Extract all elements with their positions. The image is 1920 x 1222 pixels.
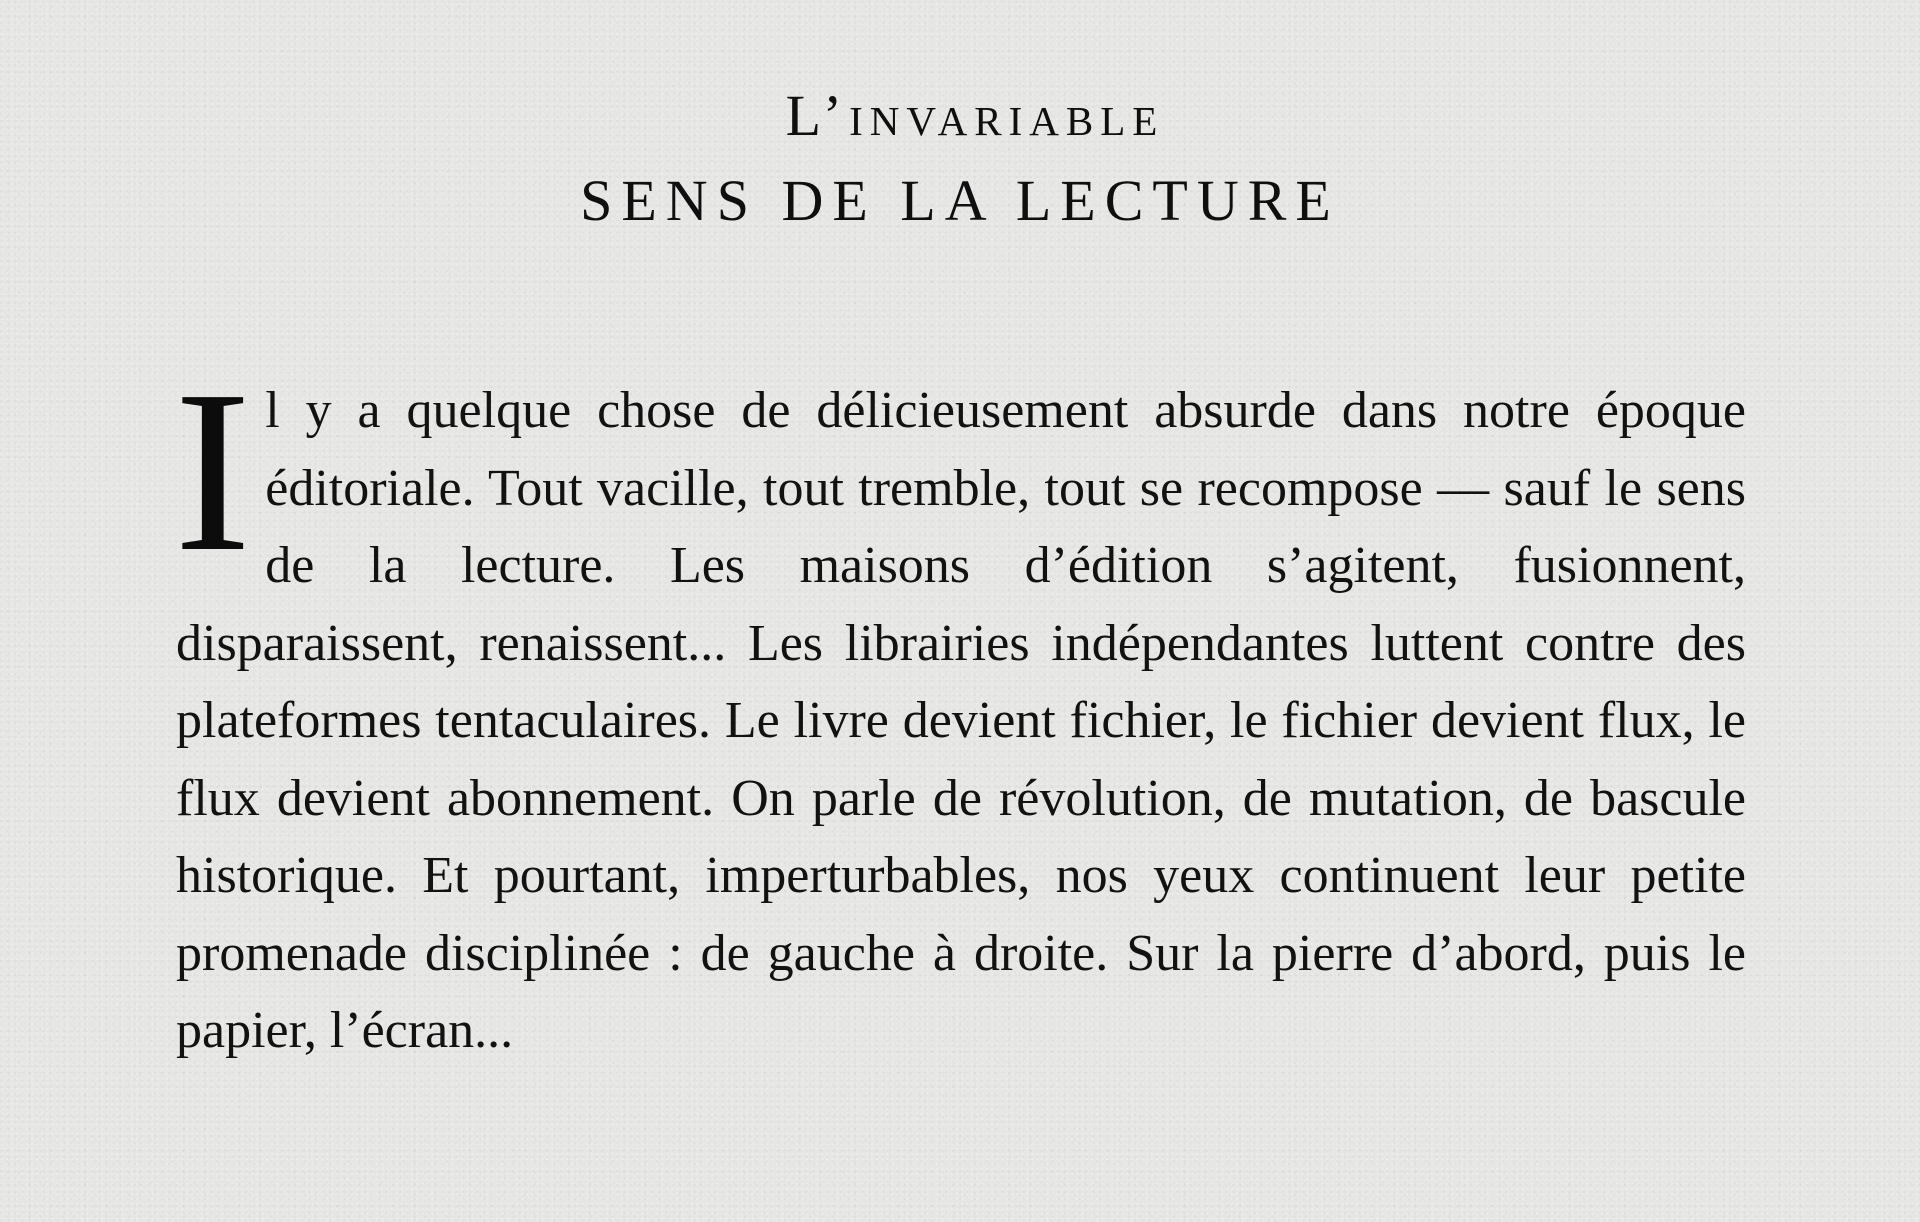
title-line-1: L’invariable xyxy=(785,83,1165,148)
article-title xyxy=(0,76,1920,241)
article-body xyxy=(174,343,1746,1070)
drop-cap-letter: I xyxy=(174,343,252,600)
body-paragraph: l y a quelque chose de délicieusement absurde dans notre époque éditoriale. Tout vacille, tout tremble, tout se recompose — sauf le sens de la lecture. Les maisons d’édition s’agitent, fusionnent, disparaissent, renaissent... Les librairies indépendantes luttent contre des plateformes tentaculaires. Le livre devient fichier, le fichier devient flux, le flux devient abonnement. On parle de révolution, de mutation, de bascule historique. Et pourtant, imperturbables, nos yeux continuent leur petite promenade disciplinée : de gauche à droite. Sur la pierre d’abord, puis le papier, l’écran... xyxy=(176,382,1746,1059)
title-line-2: SENS DE LA LECTURE xyxy=(580,168,1340,233)
